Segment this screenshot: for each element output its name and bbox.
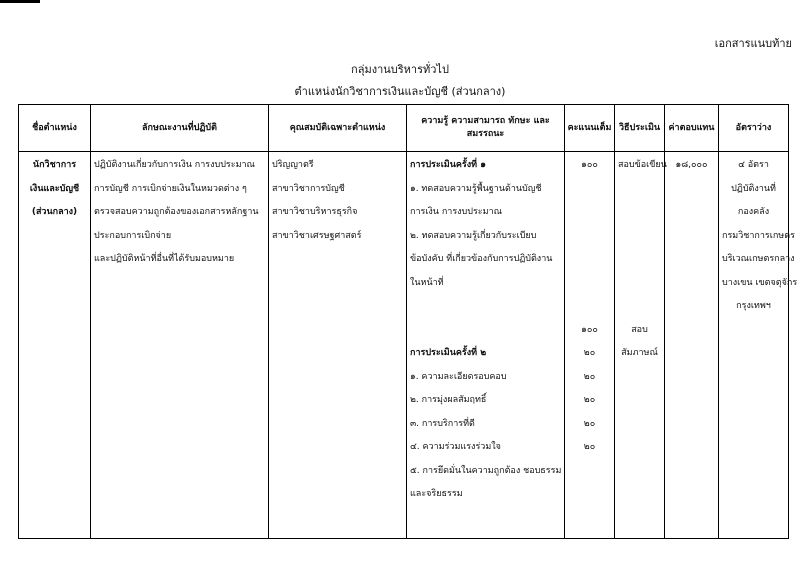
- assessment2-item: ๔. ความร่วมแรงร่วมใจ: [410, 442, 501, 452]
- col-qualifications: คุณสมบัติเฉพาะตำแหน่ง: [269, 105, 407, 152]
- assessment2-heading: การประเมินครั้งที่ ๒: [410, 348, 487, 358]
- assessment2-item: ๕. การยึดมั่นในความถูกต้อง ชอบธรรม: [410, 465, 562, 476]
- col-duties: ลักษณะงานที่ปฏิบัติ: [91, 105, 269, 152]
- duty-line: ตรวจสอบความถูกต้องของเอกสารหลักฐาน: [94, 207, 259, 217]
- group-title: กลุ่มงานบริหารทั่วไป: [351, 63, 449, 76]
- assessment1-full-score: ๑๐๐: [581, 160, 598, 170]
- vacancy-line: ๔ อัตรา: [738, 160, 769, 170]
- assessment2-item: ๓. การบริการที่ดี: [410, 418, 475, 429]
- qualification-line: สาขาวิชาบริหารธุรกิจ: [272, 207, 358, 217]
- cell-salary: [665, 152, 719, 539]
- assessment2-method-line: สัมภาษณ์: [621, 348, 658, 358]
- assessment2-full-score: ๑๐๐: [581, 324, 598, 335]
- salary-value: ๑๘,๐๐๐: [675, 160, 708, 170]
- qualification-line: สาขาวิชาเศรษฐศาสตร์: [272, 230, 362, 241]
- col-position-name: ชื่อตำแหน่ง: [19, 105, 91, 152]
- duty-line: ปฏิบัติงานเกี่ยวกับการเงิน การงบประมาณ: [94, 160, 255, 170]
- duty-line: การบัญชี การเบิกจ่ายเงินในหมวดต่าง ๆ: [94, 183, 247, 194]
- position-name-line: (ส่วนกลาง): [31, 207, 78, 217]
- recruitment-table: [18, 104, 798, 539]
- assessment2-item: ๒. การมุ่งผลสัมฤทธิ์: [410, 395, 487, 405]
- vacancy-line: ปฏิบัติงานที่: [731, 183, 776, 194]
- cell-duties: [91, 152, 269, 539]
- cell-vacancy: [719, 152, 798, 539]
- position-name-line: เงินและบัญชี: [29, 183, 80, 194]
- item-score: ๒๐: [583, 395, 596, 405]
- position-title: ตำแหน่งนักวิชาการเงินและบัญชี (ส่วนกลาง): [294, 85, 506, 98]
- assessment1-item: ๒. ทดสอบความรู้เกี่ยวกับระเบียบ: [410, 230, 537, 241]
- col-competency: ความรู้ ความสามารถ ทักษะ และสมรรถนะ: [407, 105, 565, 152]
- header-row: [19, 105, 789, 152]
- assessment1-method: สอบข้อเขียน: [618, 160, 667, 170]
- duty-line: และปฏิบัติหน้าที่อื่นที่ได้รับมอบหมาย: [94, 254, 235, 264]
- cell-position-name: [19, 152, 91, 539]
- assessment1-heading: การประเมินครั้งที่ ๑: [410, 160, 486, 170]
- item-score: ๒๐: [583, 418, 596, 429]
- assessment1-item: ๑. ทดสอบความรู้พื้นฐานด้านบัญชี: [410, 183, 542, 194]
- table-row: [19, 152, 789, 539]
- document-label: เอกสารแนบท้าย: [714, 37, 792, 50]
- vacancy-line: บริเวณเกษตรกลาง: [722, 254, 795, 264]
- cell-qualifications: [269, 152, 407, 539]
- assessment1-item: ข้อบังคับ ที่เกี่ยวข้องกับการปฏิบัติงาน: [410, 254, 553, 264]
- item-score: ๒๐: [583, 371, 596, 382]
- col-vacancy: อัตราว่าง: [719, 105, 789, 152]
- assessment2-method-line: สอบ: [631, 324, 648, 335]
- col-full-score: คะแนนเต็ม: [565, 105, 615, 152]
- position-name-line: นักวิชาการ: [32, 160, 77, 170]
- cell-competency: [407, 152, 565, 539]
- vacancy-line: กรมวิชาการเกษตร: [722, 230, 795, 241]
- top-rule: [0, 0, 40, 3]
- col-method: วิธีประเมิน: [615, 105, 665, 152]
- item-score: ๒๐: [583, 442, 596, 452]
- cell-method: [615, 152, 665, 539]
- assessment2-item: ๑. ความละเอียดรอบคอบ: [410, 371, 507, 382]
- col-salary: ค่าตอบแทน: [665, 105, 719, 152]
- qualification-line: ปริญญาตรี: [272, 160, 314, 170]
- item-score: ๒๐: [583, 348, 596, 358]
- assessment1-item: ในหน้าที่: [410, 277, 444, 288]
- qualification-line: สาขาวิชาการบัญชี: [272, 183, 345, 194]
- vacancy-line: กองคลัง: [737, 207, 770, 217]
- assessment1-item: การเงิน การงบประมาณ: [410, 207, 502, 217]
- cell-full-score: [565, 152, 615, 539]
- assessment2-item: และจริยธรรม: [410, 489, 463, 499]
- vacancy-line: กรุงเทพฯ: [736, 301, 771, 311]
- vacancy-line: บางเขน เขตจตุจักร: [722, 277, 798, 288]
- duty-line: ประกอบการเบิกจ่าย: [94, 230, 172, 241]
